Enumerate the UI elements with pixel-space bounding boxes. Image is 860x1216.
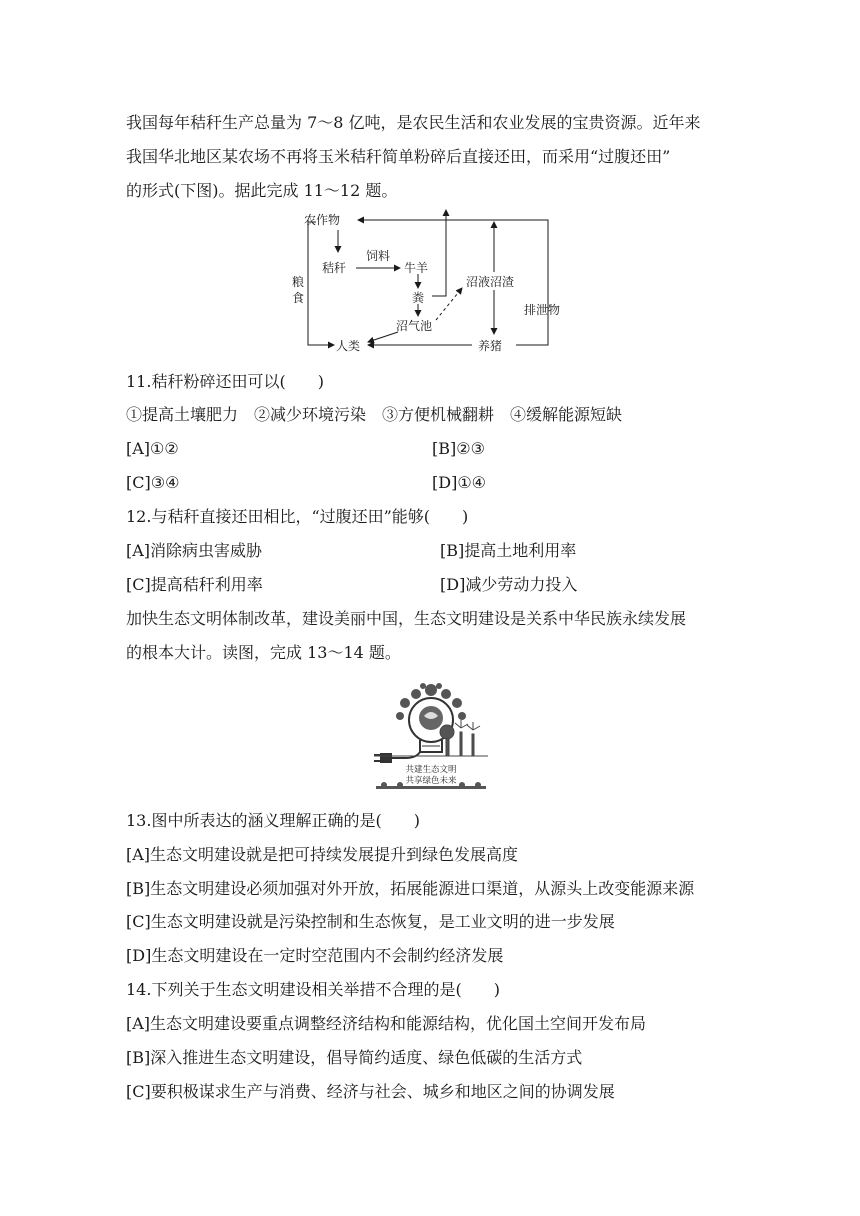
node-straw: 秸秆 — [322, 261, 347, 275]
node-excrement: 排泄物 — [524, 303, 561, 317]
q12-option-d[interactable]: [D]减少劳动力投入 — [440, 575, 578, 594]
node-pigs: 养猪 — [478, 339, 503, 353]
q14-option-b[interactable]: [B]深入推进生态文明建设，倡导简约适度、绿色低碳的生活方式 — [126, 1048, 583, 1067]
q11-items: ①提高土壤肥力 ②减少环境污染 ③方便机械翻耕 ④缓解能源短缺 — [126, 405, 623, 424]
q13-stem: 13.图中所表达的涵义理解正确的是( ) — [126, 811, 420, 830]
straw-recycling-diagram — [276, 208, 576, 358]
q12-option-b[interactable]: [B]提高土地利用率 — [440, 541, 577, 560]
q11-option-b[interactable]: [B]②③ — [432, 439, 485, 458]
eco-civilization-poster — [370, 676, 492, 794]
q11-stem: 11.秸秆粉碎还田可以( ) — [126, 372, 324, 391]
intro-paragraph-line-1: 我国每年秸秆生产总量为 7～8 亿吨，是农民生活和农业发展的宝贵资源。近年来 — [126, 113, 701, 132]
node-humans: 人类 — [336, 339, 361, 353]
q12-stem: 12.与秸秆直接还田相比，“过腹还田”能够( ) — [126, 507, 469, 526]
q12-option-c[interactable]: [C]提高秸秆利用率 — [126, 575, 263, 594]
node-crops: 农作物 — [304, 213, 341, 227]
node-cattle: 牛羊 — [404, 261, 429, 275]
q14-option-a[interactable]: [A]生态文明建设要重点调整经济结构和能源结构，优化国土空间开发布局 — [126, 1014, 647, 1033]
intro-paragraph-line-3: 的形式(下图)。据此完成 11～12 题。 — [126, 181, 398, 200]
q14-stem: 14.下列关于生态文明建设相关举措不合理的是( ) — [126, 980, 500, 999]
node-biogas-residue: 沼液沼渣 — [466, 275, 515, 289]
q12-option-a[interactable]: [A]消除病虫害威胁 — [126, 541, 263, 560]
label-grain-1: 粮 — [292, 275, 305, 289]
node-dung: 粪 — [412, 291, 425, 305]
q13-option-d[interactable]: [D]生态文明建设在一定时空范围内不会制约经济发展 — [126, 946, 504, 965]
q11-option-a[interactable]: [A]①② — [126, 439, 179, 458]
q13-option-a[interactable]: [A]生态文明建设就是把可持续发展提升到绿色发展高度 — [126, 845, 519, 864]
intro2-line-2: 的根本大计。读图，完成 13～14 题。 — [126, 643, 401, 662]
q14-option-c[interactable]: [C]要积极谋求生产与消费、经济与社会、城乡和地区之间的协调发展 — [126, 1082, 615, 1101]
intro2-line-1: 加快生态文明体制改革，建设美丽中国，生态文明建设是关系中华民族永续发展 — [126, 609, 687, 628]
node-biogas-pool: 沼气池 — [396, 319, 433, 333]
poster-caption-2: 共享绿色未来 — [405, 776, 457, 786]
q11-option-d[interactable]: [D]①④ — [432, 473, 486, 492]
q13-option-b[interactable]: [B]生态文明建设必须加强对外开放，拓展能源进口渠道，从源头上改变能源来源 — [126, 879, 695, 898]
label-grain-2: 食 — [292, 291, 305, 305]
q11-option-c[interactable]: [C]③④ — [126, 473, 180, 492]
q13-option-c[interactable]: [C]生态文明建设就是污染控制和生态恢复，是工业文明的进一步发展 — [126, 912, 615, 931]
label-feed: 饲料 — [366, 249, 391, 263]
poster-caption-1: 共建生态文明 — [405, 765, 457, 775]
intro-paragraph-line-2: 我国华北地区某农场不再将玉米秸秆简单粉碎后直接还田，而采用“过腹还田” — [126, 147, 671, 166]
